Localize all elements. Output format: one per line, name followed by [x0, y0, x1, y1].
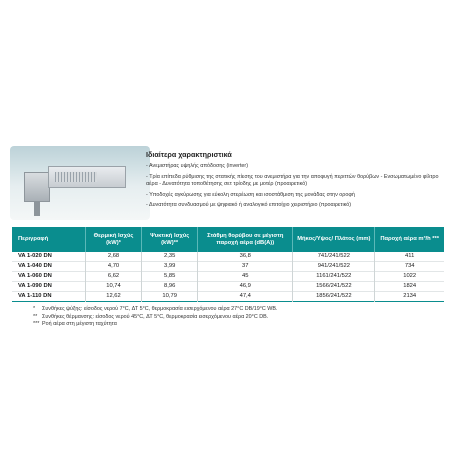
cell-model: VA 1-040 DN — [12, 262, 85, 272]
footnote-mark: ** — [33, 313, 38, 320]
unit-leg — [34, 202, 40, 216]
cell-model: VA 1-020 DN — [12, 252, 85, 262]
cell-model: VA 1-110 DN — [12, 292, 85, 302]
cell-dimensions: 1856/241/522 — [293, 292, 375, 302]
footnote — [33, 306, 433, 314]
cell-dimensions: 941/241/522 — [293, 262, 375, 272]
cell-cooling: 8,96 — [142, 282, 198, 292]
footnote-text: Συνθήκες ψύξης: είσοδος νερού 7°C, ΔΤ 5°C, θερμοκρασία εισερχόμενου αέρα 27°C DB/19°C WB. — [42, 306, 278, 312]
product-image — [10, 146, 150, 220]
feature-item: - Τρία επίπεδα ρύθμισης της στατικής πίεσης του ανεμιστήρα για την αποφυγή περιττών θορύβων - Ενσωματωμένο φίλτρο αέρα - Δυνατότητα τοποθέτησης σετ τρίοδης με μοτέρ (προαιρετικό) — [146, 173, 439, 188]
cell-noise: 46,9 — [198, 282, 293, 292]
header-description: Περιγραφή — [12, 227, 85, 252]
cell-model: VA 1-060 DN — [12, 272, 85, 282]
cell-airflow: 1022 — [403, 273, 417, 279]
cell-airflow: 734 — [404, 263, 415, 269]
cell-model: VA 1-090 DN — [12, 282, 85, 292]
footnote-text: Συνθήκες θέρμανσης: είσοδος νερού 45°C, ΔΤ 5°C, θερμοκρασία εισερχόμενου αέρα 20°C DB. — [42, 313, 269, 320]
cell-airflow: 2134 — [403, 293, 417, 299]
cell-heating: 4,70 — [85, 262, 141, 272]
footnotes — [33, 306, 433, 329]
cell-cooling: 5,85 — [142, 272, 198, 282]
cell-dimensions: 1161/241/522 — [293, 272, 375, 282]
cell-airflow: 1824 — [403, 283, 417, 289]
unit-side-panel — [24, 172, 50, 202]
table-row — [12, 272, 444, 282]
header-airflow: Παροχή αέρα m³/h *** — [375, 227, 444, 252]
cell-noise: 45 — [198, 272, 293, 282]
table-row — [12, 292, 444, 302]
table-row — [12, 282, 444, 292]
feature-item: - Δυνατότητα συνδυασμού με ψηφιακό ή αναλογικό επιτοίχιο χειριστήριο (προαιρετικό) — [146, 202, 352, 209]
cell-heating: 6,62 — [85, 272, 141, 282]
unit-body — [48, 166, 126, 188]
cell-cooling: 3,99 — [142, 262, 198, 272]
footnote-text: Ροή αέρα στη μέγιστη ταχύτητα — [42, 321, 117, 328]
features-title: Ιδιαίτερα χαρακτηριστικά — [146, 150, 232, 159]
header-cooling-capacity: Ψυκτική Ισχύς (kW)** — [142, 227, 198, 252]
cell-dimensions: 741/241/522 — [293, 252, 375, 262]
spec-table — [12, 227, 444, 302]
feature-list — [146, 163, 446, 213]
feature-item: - Ανεμιστήρας υψηλής απόδοσης (inverter) — [146, 163, 249, 169]
cell-cooling: 2,35 — [142, 252, 198, 262]
footnote-mark: * — [33, 306, 36, 312]
cell-noise: 47,4 — [198, 292, 293, 302]
table-row — [12, 262, 444, 272]
cell-noise: 36,8 — [198, 252, 293, 262]
header-noise-level: Στάθμη θορύβου σε μέγιστη παροχή αέρα (dB(A)) — [198, 227, 293, 252]
table-header-row — [12, 227, 444, 252]
table-row — [12, 252, 444, 262]
cell-heating: 10,74 — [85, 282, 141, 292]
cell-heating: 2,68 — [85, 252, 141, 262]
cell-cooling: 10,79 — [142, 292, 198, 302]
cell-airflow: 411 — [405, 253, 415, 259]
cell-dimensions: 1566/241/522 — [293, 282, 375, 292]
header-dimensions: Μήκος/Υψος/ Πλάτος (mm) — [293, 227, 375, 252]
cell-heating: 12,62 — [85, 292, 141, 302]
cell-noise: 37 — [198, 262, 293, 272]
header-heating-capacity: Θερμική Ισχύς (kW)* — [85, 227, 141, 252]
footnote — [33, 321, 433, 329]
footnote-mark: *** — [33, 321, 40, 328]
feature-item: - Υποδοχές αγκύρωσης για εύκολη στερέωση και ισοστάθμιση της μονάδας στην οροφή — [146, 191, 355, 198]
